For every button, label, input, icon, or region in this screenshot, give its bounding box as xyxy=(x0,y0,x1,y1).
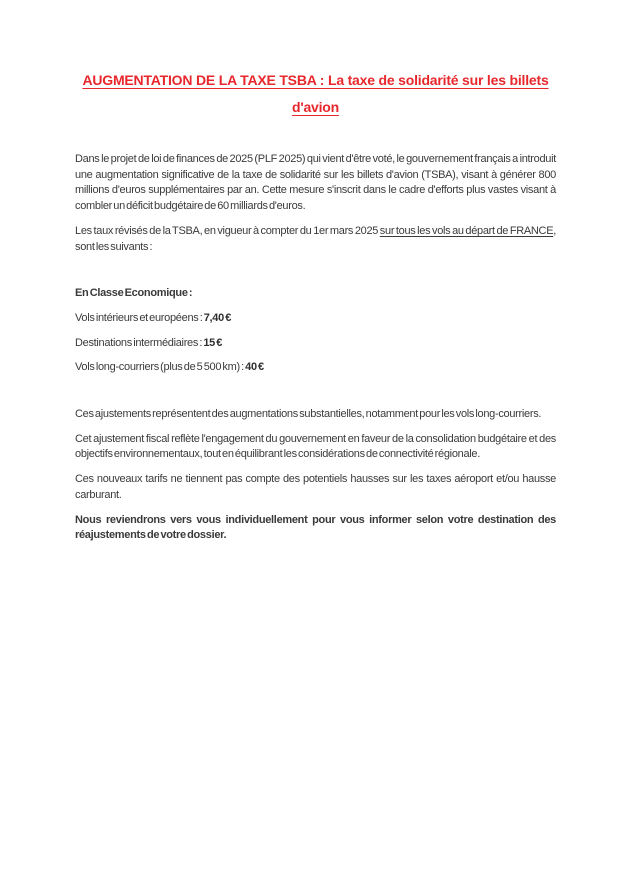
rate-price: 40 € xyxy=(245,361,264,374)
rates-intro-text: Les taux révisés de la TSBA, en vigueur à compter du 1er mars 2025 xyxy=(75,224,380,237)
paragraph-fiscal: Cet ajustement fiscal reflète l'engagement du gouvernement en faveur de la consolidation budgétaire et des objectifs environnementaux, tout en équilibrant les considérations de connectivité régionale. xyxy=(75,432,556,461)
rate-label: Vols intérieurs et européens : xyxy=(75,311,204,324)
paragraph-rates-intro xyxy=(75,224,556,255)
rate-line-intermediate xyxy=(75,336,556,352)
rate-label: Destinations intermédiaires : xyxy=(75,336,204,349)
rate-price: 15 € xyxy=(203,336,223,349)
economy-class-heading: En Classe Economique : xyxy=(75,287,193,300)
paragraph-disclaimer: Ces nouveaux tarifs ne tiennent pas compte des potentiels hausses sur les taxes aéroport et/ou hausse carburant. xyxy=(75,473,556,501)
rate-label: Vols long-courriers (plus de 5 500 km) : xyxy=(75,361,246,374)
paragraph-adjustments: Ces ajustements représentent des augmentations substantielles, notamment pour les vols long-courriers. xyxy=(75,408,542,421)
rates-intro-tail: , sont les suivants : xyxy=(75,224,557,253)
document-title: AUGMENTATION DE LA TAXE TSBA : La taxe de solidarité sur les billets d'avion xyxy=(82,72,549,115)
paragraph-closing: Nous reviendrons vers vous individuellement pour vous informer selon votre destination des réajustements de votre dossier. xyxy=(75,513,556,542)
rates-intro-underlined-text: sur tous les vols au départ de FRANCE xyxy=(379,224,554,237)
rate-line-domestic xyxy=(75,311,556,327)
paragraph-intro: Dans le projet de loi de finances de 2025 (PLF 2025) qui vient d'être voté, le gouvernement français a introduit une augmentation significative de la taxe de solidarité sur les billets d'avion (TSBA), visant à générer 800 millions d'euros supplémentaires par an. Cette mesure s'inscrit dans le cadre d'efforts plus vastes visant à combler un déficit budgétaire de 60 milliards d'euros. xyxy=(75,153,556,213)
rate-price: 7,40 € xyxy=(203,311,232,324)
rate-line-longhaul xyxy=(75,360,556,376)
